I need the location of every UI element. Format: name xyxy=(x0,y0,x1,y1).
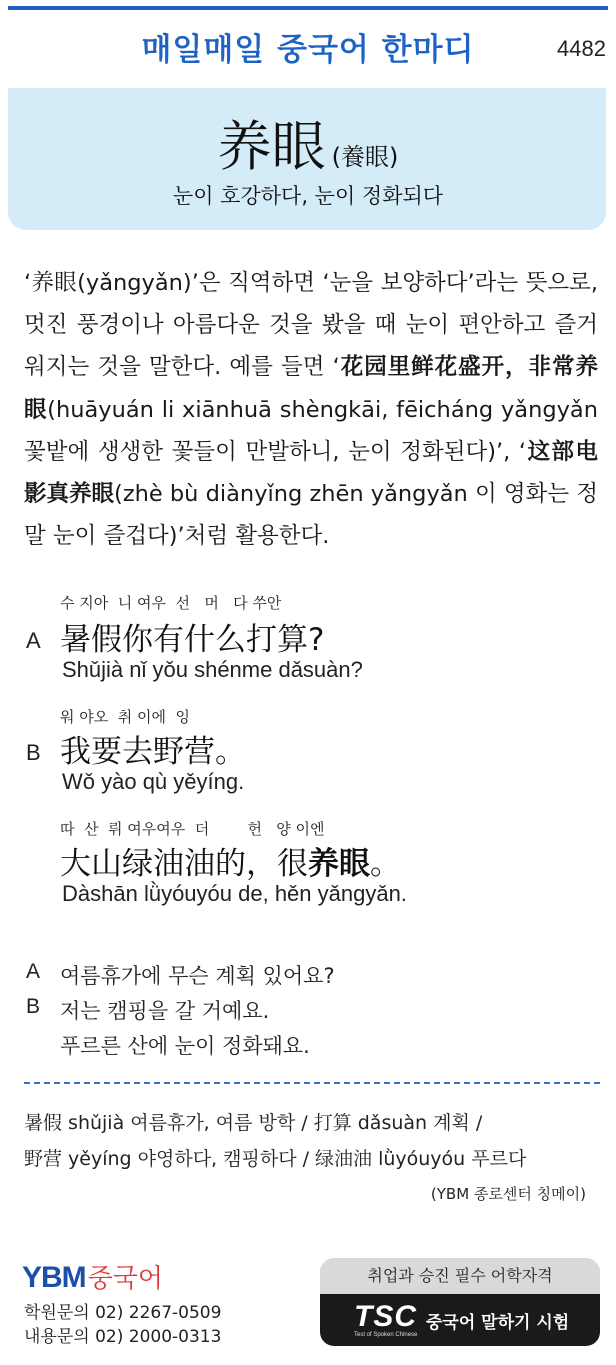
dialog-chinese-keyword: 养眼 xyxy=(308,846,370,882)
author-credit: (YBM 종로센터 칭메이) xyxy=(430,1185,586,1203)
logo-korean: 중국어 xyxy=(87,1264,164,1294)
explanation-text: (zhè bù diànyǐng zhēn yǎngyǎn 이 영화는 정말 눈이 즐겁다)’처럼 활용한다. xyxy=(24,481,598,550)
contact-content: 내용문의 02) 2000-0313 xyxy=(24,1327,222,1347)
dialog-chinese-end: 。 xyxy=(370,846,401,882)
tsc-label: 중국어 말하기 시험 xyxy=(426,1313,570,1333)
logo-brand: YBM xyxy=(22,1261,86,1294)
dialog-pinyin: Dàshān lǜyóuyóu de, hěn yǎngyǎn. xyxy=(62,881,407,906)
section-divider xyxy=(24,1082,600,1084)
tsc-tagline: 취업과 승진 필수 어학자격 xyxy=(320,1258,600,1294)
tsc-bar xyxy=(320,1294,600,1346)
headword-hanzi: 养眼 xyxy=(217,115,326,178)
ybm-logo xyxy=(22,1258,163,1295)
dialog-speaker: A xyxy=(26,628,41,653)
explanation-text: ‘养眼(yǎngyǎn)’은 직역하면 ‘눈을 보양하다’라는 뜻으로, 멋진 풍경이나 아름다운 것을 봤을 때 눈이 편안하고 즐거워지는 것을 말한다. 예를 들면 ‘ xyxy=(24,270,598,381)
translation-line: 저는 캠핑을 갈 거예요. xyxy=(60,999,270,1023)
tsc-banner xyxy=(320,1258,600,1346)
translation-speaker: B xyxy=(26,995,41,1018)
dialog-chinese-plain: 大山绿油油的，很 xyxy=(60,846,308,882)
translation-speaker: A xyxy=(26,960,41,983)
dialog-reading: 워 야오 취 이에 잉 xyxy=(60,708,191,726)
translation-line: 여름휴가에 무슨 계획 있어요? xyxy=(60,964,335,988)
headword xyxy=(0,104,616,181)
top-rule xyxy=(8,6,608,10)
vocabulary-line: 暑假 shǔjià 여름휴가, 여름 방학 / 打算 dǎsuàn 계획 / xyxy=(24,1112,483,1134)
dialog-reading: 수 지아 니 여우 선 머 다 쑤안 xyxy=(60,594,282,612)
dialog-pinyin: Wǒ yào qù yěyíng. xyxy=(62,769,245,794)
dialog-chinese: 我要去野营。 xyxy=(60,734,246,770)
explanation-text: (huāyuán li xiānhuā shèngkāi, fēicháng yǎngyǎn 꽃밭에 생생한 꽃들이 만발하니, 눈이 정화된다)’, ‘ xyxy=(24,396,598,465)
headword-traditional: (養眼) xyxy=(331,143,399,171)
dialog-chinese xyxy=(60,838,401,883)
series-title: 매일매일 중국어 한마디 xyxy=(141,32,475,68)
dialog-pinyin: Shǔjià nǐ yǒu shénme dǎsuàn? xyxy=(62,657,363,682)
dialog-reading: 따 산 뤼 여우여우 더 헌 양 이엔 xyxy=(60,820,325,838)
translation-line: 푸르른 산에 눈이 정화돼요. xyxy=(60,1034,310,1058)
tsc-logo-sub: Test of Spoken Chinese xyxy=(354,1332,418,1338)
dialog-speaker: B xyxy=(26,740,41,765)
vocabulary-line: 野营 yěyíng 야영하다, 캠핑하다 / 绿油油 lǜyóuyóu 푸르다 xyxy=(24,1148,527,1170)
explanation-paragraph xyxy=(24,262,598,557)
contact-academy: 학원문의 02) 2267-0509 xyxy=(24,1303,222,1323)
issue-number: 4482 xyxy=(557,36,606,61)
dialog-chinese: 暑假你有什么打算? xyxy=(60,622,325,658)
example-phrase-1: 花园里鲜花盛开，非常养眼 xyxy=(24,354,598,423)
example-phrase-2: 这部电影真养眼 xyxy=(24,438,598,508)
headword-meaning: 눈이 호강하다, 눈이 정화되다 xyxy=(172,184,444,208)
tsc-logo: TSC xyxy=(354,1300,417,1333)
